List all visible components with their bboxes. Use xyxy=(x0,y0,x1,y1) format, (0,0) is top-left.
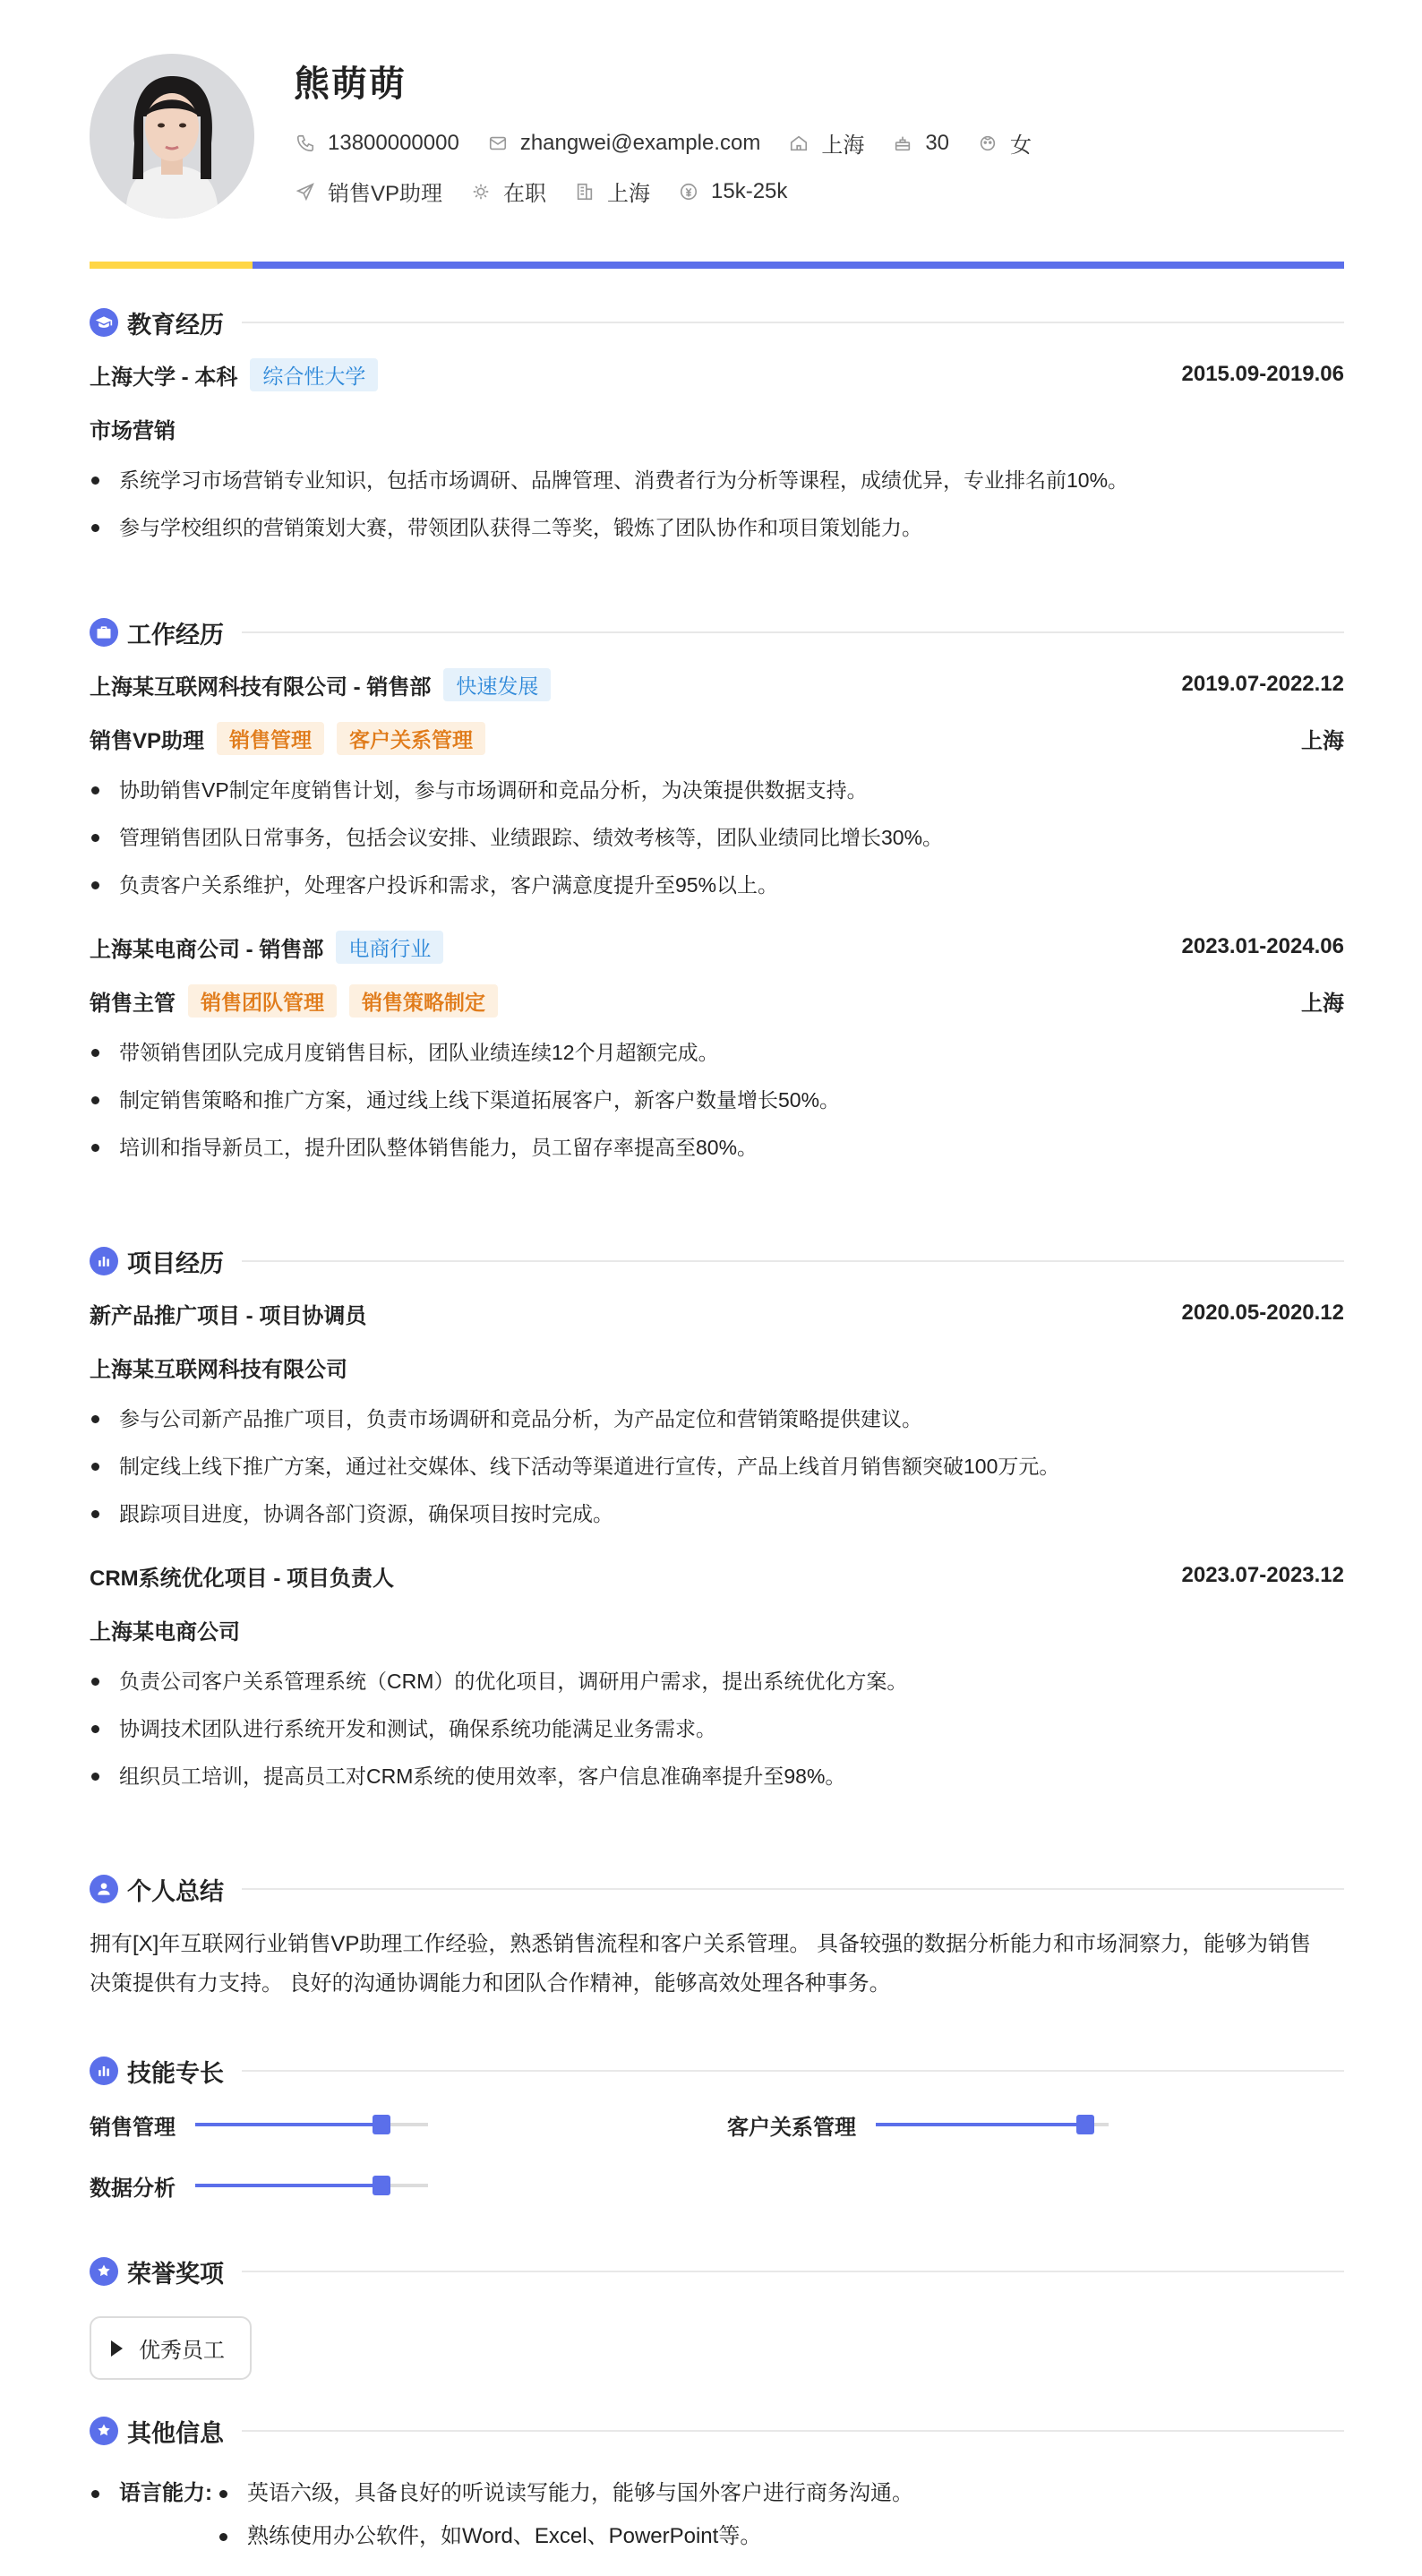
projects-title: 项目经历 xyxy=(127,1249,224,1277)
language-item xyxy=(90,2472,1344,2558)
company-tag: 电商行业 xyxy=(336,931,443,964)
job-entry xyxy=(90,931,1344,1172)
salary-item xyxy=(677,179,787,204)
play-icon xyxy=(111,2340,123,2357)
section-rule xyxy=(242,1888,1344,1890)
job-location: 上海 xyxy=(1301,991,1344,1016)
project-row xyxy=(90,1559,1344,1592)
position-text: 销售VP助理 xyxy=(328,182,443,206)
skill-bar xyxy=(195,2184,428,2187)
phone-icon xyxy=(294,132,317,155)
section-rule xyxy=(242,322,1344,323)
list-item: 跟踪项目进度，协调各部门资源，确保项目按时完成。 xyxy=(90,1490,1344,1538)
project-name: CRM系统优化项目 - 项目负责人 xyxy=(90,1566,394,1591)
list-item: 管理销售团队日常事务，包括会议安排、业绩跟踪、绩效考核等，团队业绩同比增长30%。 xyxy=(90,814,1344,862)
other-header xyxy=(90,2413,1344,2449)
summary-line: 拥有[X]年互联网行业销售VP助理工作经验，熟悉销售流程和客户关系管理。 具备较强的数据分析能力和市场洞察力，能够为销售 xyxy=(90,1932,1312,1956)
city-item xyxy=(787,127,864,159)
skill-name: 客户关系管理 xyxy=(727,2115,856,2140)
list-item: 负责公司客户关系管理系统（CRM）的优化项目，调研用户需求，提出系统优化方案。 xyxy=(90,1658,1344,1705)
projects-header xyxy=(90,1243,1344,1279)
company-tag: 快速发展 xyxy=(443,668,551,701)
company-row xyxy=(90,668,1344,700)
list-item: 带领销售团队完成月度销售目标，团队业绩连续12个月超额完成。 xyxy=(90,1029,1344,1077)
list-item: 培训和指导新员工，提升团队整体销售能力，员工留存率提高至80%。 xyxy=(90,1124,1344,1172)
section-rule xyxy=(242,2430,1344,2432)
company-row xyxy=(90,931,1344,963)
education-date: 2015.09-2019.06 xyxy=(1181,362,1344,386)
project-bullets xyxy=(90,1395,1344,1538)
award-icon xyxy=(90,2257,118,2286)
email-text: zhangwei@example.com xyxy=(519,130,761,155)
education-bullets xyxy=(90,457,1344,552)
language-label: 语言能力: xyxy=(119,2481,212,2505)
job-date: 2023.01-2024.06 xyxy=(1181,934,1344,958)
role-tag: 销售策略制定 xyxy=(349,984,498,1018)
company-name: 上海某互联网科技有限公司 - 销售部 xyxy=(90,674,432,700)
candidate-name: 熊萌萌 xyxy=(294,64,407,104)
work-header xyxy=(90,614,1344,650)
skills-header xyxy=(90,2053,1344,2089)
phone-item xyxy=(294,131,459,156)
other-section xyxy=(90,2413,1344,2558)
bar-chart-icon xyxy=(90,2057,118,2085)
cake-icon xyxy=(891,132,914,155)
list-item: 参与学校组织的营销策划大赛，带领团队获得二等奖，锻炼了团队协作和项目策划能力。 xyxy=(90,504,1344,552)
status-icon xyxy=(469,180,493,203)
project-date: 2023.07-2023.12 xyxy=(1181,1563,1344,1587)
company-name: 上海某电商公司 - 销售部 xyxy=(90,937,324,962)
list-item: 组织员工培训，提高员工对CRM系统的使用效率，客户信息准确率提升至98%。 xyxy=(90,1753,1344,1800)
education-header xyxy=(90,305,1344,340)
summary-line: 决策提供有力支持。 良好的沟通协调能力和团队合作精神，能够高效处理各种事务。 xyxy=(90,1971,891,1996)
projects-section xyxy=(90,1243,1344,1800)
education-row xyxy=(90,358,1344,391)
job-date: 2019.07-2022.12 xyxy=(1181,672,1344,696)
summary-title: 个人总结 xyxy=(127,1877,224,1905)
awards-header xyxy=(90,2254,1344,2289)
school-tag: 综合性大学 xyxy=(250,358,378,391)
summary-header xyxy=(90,1871,1344,1907)
list-item: 熟练使用办公软件，如Word、Excel、PowerPoint等。 xyxy=(218,2515,913,2558)
school-name: 上海大学 - 本科 xyxy=(90,365,238,390)
awards-title: 荣誉奖项 xyxy=(127,2260,224,2288)
section-rule xyxy=(242,2271,1344,2272)
role-row xyxy=(90,984,1344,1017)
education-section xyxy=(90,305,1344,552)
job-bullets xyxy=(90,1029,1344,1172)
list-item: 制定线上线下推广方案，通过社交媒体、线下活动等渠道进行宣传，产品上线首月销售额突破100万元。 xyxy=(90,1443,1344,1490)
skills-section xyxy=(90,2053,1344,2214)
major: 市场营销 xyxy=(90,418,176,443)
gender-icon xyxy=(976,132,999,155)
city-text: 上海 xyxy=(821,133,865,158)
header-divider xyxy=(90,262,1344,269)
role-tag: 销售管理 xyxy=(217,722,324,755)
status-text: 在职 xyxy=(503,182,547,206)
gender-text: 女 xyxy=(1010,133,1032,158)
project-name: 新产品推广项目 - 项目协调员 xyxy=(90,1303,367,1328)
job-intent-line xyxy=(294,176,814,207)
summary-text xyxy=(90,1925,1344,2004)
language-details xyxy=(218,2472,913,2558)
award-name: 优秀员工 xyxy=(139,2339,225,2363)
briefcase-icon xyxy=(90,618,118,647)
award-item xyxy=(90,2316,252,2380)
bar-chart-icon xyxy=(90,1247,118,1275)
role: 销售VP助理 xyxy=(90,728,205,753)
project-entry xyxy=(90,1297,1344,1538)
send-icon xyxy=(294,180,317,203)
role-row xyxy=(90,722,1344,754)
other-info xyxy=(90,2472,1344,2558)
other-title: 其他信息 xyxy=(127,2419,224,2447)
project-row xyxy=(90,1297,1344,1329)
skill-bar xyxy=(876,2123,1109,2126)
list-item: 负责客户关系维护，处理客户投诉和需求，客户满意度提升至95%以上。 xyxy=(90,862,1344,909)
gender-item xyxy=(976,127,1032,159)
section-rule xyxy=(242,1260,1344,1262)
list-item: 协助销售VP制定年度销售计划，参与市场调研和竞品分析，为决策提供数据支持。 xyxy=(90,767,1344,814)
role: 销售主管 xyxy=(90,991,176,1016)
list-item: 系统学习市场营销专业知识，包括市场调研、品牌管理、消费者行为分析等课程，成绩优异，专业排名前10%。 xyxy=(90,457,1344,504)
position-item xyxy=(294,176,442,207)
list-item: 协调技术团队进行系统开发和测试，确保系统功能满足业务需求。 xyxy=(90,1705,1344,1753)
skill-name: 销售管理 xyxy=(90,2115,176,2140)
phone-text: 13800000000 xyxy=(328,130,459,155)
major-row xyxy=(90,412,1344,444)
coin-icon xyxy=(677,180,700,203)
role-tag: 销售团队管理 xyxy=(188,984,337,1018)
user-icon xyxy=(90,1875,118,1903)
work-title: 工作经历 xyxy=(127,621,224,648)
skill-bar xyxy=(195,2123,428,2126)
project-date: 2020.05-2020.12 xyxy=(1181,1301,1344,1325)
list-item: 英语六级，具备良好的听说读写能力，能够与国外客户进行商务沟通。 xyxy=(218,2472,913,2515)
avatar xyxy=(90,54,254,219)
section-rule xyxy=(242,631,1344,633)
skills-title: 技能专长 xyxy=(127,2059,224,2087)
list-item: 制定销售策略和推广方案，通过线上线下渠道拓展客户，新客户数量增长50%。 xyxy=(90,1077,1344,1124)
role-tag: 客户关系管理 xyxy=(337,722,485,755)
list-item: 参与公司新产品推广项目，负责市场调研和竞品分析，为产品定位和营销策略提供建议。 xyxy=(90,1395,1344,1443)
salary-text: 15k-25k xyxy=(711,178,788,203)
project-entry xyxy=(90,1559,1344,1800)
skills-row xyxy=(90,2107,1344,2160)
skill-item xyxy=(90,2168,428,2203)
summary-section xyxy=(90,1871,1344,2004)
project-org: 上海某电商公司 xyxy=(90,1619,240,1644)
project-org-row xyxy=(90,1613,1344,1645)
email-item xyxy=(486,131,761,156)
skills-row xyxy=(90,2160,1344,2214)
project-org: 上海某互联网科技有限公司 xyxy=(90,1357,347,1382)
status-item xyxy=(469,176,546,207)
age-text: 30 xyxy=(925,130,950,155)
building-icon xyxy=(573,180,596,203)
expected-city-text: 上海 xyxy=(607,182,651,206)
section-rule xyxy=(242,2070,1344,2072)
resume-header xyxy=(90,54,1332,269)
work-section xyxy=(90,614,1344,1172)
job-bullets xyxy=(90,767,1344,909)
awards-section xyxy=(90,2254,1344,2380)
education-title: 教育经历 xyxy=(127,311,224,339)
skill-name: 数据分析 xyxy=(90,2176,176,2201)
contact-line xyxy=(294,127,1058,159)
skill-item xyxy=(90,2107,428,2142)
graduation-cap-icon xyxy=(90,308,118,337)
info-icon xyxy=(90,2417,118,2445)
mail-icon xyxy=(486,132,510,155)
skill-item xyxy=(727,2107,1109,2142)
job-entry xyxy=(90,668,1344,909)
home-icon xyxy=(787,132,810,155)
project-org-row xyxy=(90,1351,1344,1383)
project-bullets xyxy=(90,1658,1344,1800)
job-location: 上海 xyxy=(1301,728,1344,753)
expected-city-item xyxy=(573,176,650,207)
age-item xyxy=(891,131,949,156)
